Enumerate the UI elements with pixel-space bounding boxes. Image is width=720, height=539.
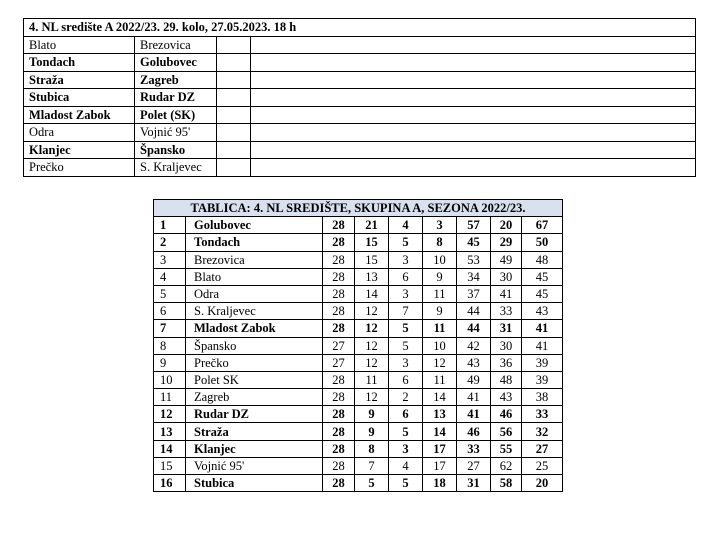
standings-wins: 15 xyxy=(355,251,389,268)
standings-wins: 8 xyxy=(355,440,389,457)
standings-played: 28 xyxy=(323,234,355,251)
fixture-score-cell xyxy=(217,159,251,177)
standings-position: 15 xyxy=(154,457,186,474)
standings-position: 3 xyxy=(154,251,186,268)
standings-team: Odra xyxy=(186,285,323,302)
standings-points: 45 xyxy=(522,285,563,302)
standings-wins: 13 xyxy=(355,268,389,285)
fixture-score-cell xyxy=(217,54,251,72)
fixture-home-team: Klanjec xyxy=(24,141,135,159)
fixture-row xyxy=(24,124,696,142)
standings-position: 6 xyxy=(154,303,186,320)
standings-position: 14 xyxy=(154,440,186,457)
standings-team: Zagreb xyxy=(186,389,323,406)
fixture-score-cell xyxy=(217,124,251,142)
standings-points: 41 xyxy=(522,320,563,337)
fixture-score-cell xyxy=(217,141,251,159)
fixtures-table xyxy=(23,18,696,177)
standings-title-row xyxy=(154,200,563,217)
standings-points: 33 xyxy=(522,406,563,423)
standings-played: 28 xyxy=(323,457,355,474)
standings-wins: 11 xyxy=(355,371,389,388)
standings-row xyxy=(154,217,563,234)
standings-points: 27 xyxy=(522,440,563,457)
fixture-home-team: Mladost Zabok xyxy=(24,106,135,124)
standings-losses: 3 xyxy=(423,217,457,234)
fixture-note-cell xyxy=(251,36,696,54)
standings-team: S. Kraljevec xyxy=(186,303,323,320)
standings-goals-against: 49 xyxy=(491,251,522,268)
standings-team: Klanjec xyxy=(186,440,323,457)
standings-row xyxy=(154,406,563,423)
standings-played: 28 xyxy=(323,320,355,337)
standings-goals-against: 29 xyxy=(491,234,522,251)
standings-goals-against: 36 xyxy=(491,354,522,371)
standings-draws: 5 xyxy=(389,337,423,354)
standings-team: Tondach xyxy=(186,234,323,251)
standings-team: Rudar DZ xyxy=(186,406,323,423)
standings-losses: 13 xyxy=(423,406,457,423)
standings-position: 2 xyxy=(154,234,186,251)
standings-losses: 9 xyxy=(423,303,457,320)
fixture-away-team: Golubovec xyxy=(135,54,217,72)
standings-row xyxy=(154,423,563,440)
fixture-score-cell xyxy=(217,89,251,107)
standings-goals-for: 57 xyxy=(457,217,491,234)
standings-played: 28 xyxy=(323,406,355,423)
standings-goals-against: 30 xyxy=(491,268,522,285)
standings-goals-against: 41 xyxy=(491,285,522,302)
standings-goals-against: 48 xyxy=(491,371,522,388)
standings-goals-for: 27 xyxy=(457,457,491,474)
standings-position: 11 xyxy=(154,389,186,406)
standings-team: Blato xyxy=(186,268,323,285)
fixture-away-team: Polet (SK) xyxy=(135,106,217,124)
fixture-row xyxy=(24,106,696,124)
standings-played: 28 xyxy=(323,423,355,440)
standings-points: 39 xyxy=(522,371,563,388)
standings-wins: 14 xyxy=(355,285,389,302)
standings-goals-for: 43 xyxy=(457,354,491,371)
fixture-away-team: Zagreb xyxy=(135,71,217,89)
standings-points: 43 xyxy=(522,303,563,320)
standings-points: 50 xyxy=(522,234,563,251)
standings-team: Mladost Zabok xyxy=(186,320,323,337)
standings-row xyxy=(154,303,563,320)
standings-wins: 9 xyxy=(355,406,389,423)
fixtures-title: 4. NL središte A 2022/23. 29. kolo, 27.05.2023. 18 h xyxy=(24,19,696,37)
standings-wins: 9 xyxy=(355,423,389,440)
standings-goals-for: 44 xyxy=(457,303,491,320)
standings-losses: 8 xyxy=(423,234,457,251)
standings-row xyxy=(154,457,563,474)
standings-goals-against: 55 xyxy=(491,440,522,457)
fixture-row xyxy=(24,141,696,159)
standings-goals-against: 30 xyxy=(491,337,522,354)
standings-position: 16 xyxy=(154,475,186,492)
standings-losses: 11 xyxy=(423,371,457,388)
standings-wins: 12 xyxy=(355,320,389,337)
standings-goals-for: 41 xyxy=(457,406,491,423)
standings-goals-against: 46 xyxy=(491,406,522,423)
standings-goals-against: 58 xyxy=(491,475,522,492)
standings-position: 7 xyxy=(154,320,186,337)
standings-played: 28 xyxy=(323,268,355,285)
standings-goals-against: 20 xyxy=(491,217,522,234)
standings-draws: 2 xyxy=(389,389,423,406)
standings-goals-for: 41 xyxy=(457,389,491,406)
standings-position: 13 xyxy=(154,423,186,440)
standings-team: Golubovec xyxy=(186,217,323,234)
standings-goals-for: 53 xyxy=(457,251,491,268)
standings-title: TABLICA: 4. NL SREDIŠTE, SKUPINA A, SEZONA 2022/23. xyxy=(154,200,563,217)
standings-wins: 12 xyxy=(355,389,389,406)
standings-losses: 14 xyxy=(423,423,457,440)
standings-draws: 3 xyxy=(389,354,423,371)
fixture-home-team: Odra xyxy=(24,124,135,142)
standings-goals-against: 43 xyxy=(491,389,522,406)
fixture-note-cell xyxy=(251,159,696,177)
standings-losses: 17 xyxy=(423,457,457,474)
standings-wins: 12 xyxy=(355,303,389,320)
fixture-home-team: Prečko xyxy=(24,159,135,177)
standings-draws: 3 xyxy=(389,440,423,457)
standings-goals-against: 62 xyxy=(491,457,522,474)
standings-draws: 4 xyxy=(389,457,423,474)
fixture-row xyxy=(24,159,696,177)
standings-losses: 10 xyxy=(423,337,457,354)
standings-wins: 7 xyxy=(355,457,389,474)
standings-losses: 12 xyxy=(423,354,457,371)
fixture-home-team: Stubica xyxy=(24,89,135,107)
standings-wins: 15 xyxy=(355,234,389,251)
standings-position: 5 xyxy=(154,285,186,302)
standings-goals-for: 31 xyxy=(457,475,491,492)
fixture-row xyxy=(24,71,696,89)
standings-draws: 6 xyxy=(389,406,423,423)
standings-team: Stubica xyxy=(186,475,323,492)
standings-points: 32 xyxy=(522,423,563,440)
standings-points: 48 xyxy=(522,251,563,268)
standings-goals-for: 37 xyxy=(457,285,491,302)
standings-row xyxy=(154,251,563,268)
standings-losses: 9 xyxy=(423,268,457,285)
standings-team: Prečko xyxy=(186,354,323,371)
standings-goals-for: 45 xyxy=(457,234,491,251)
standings-losses: 18 xyxy=(423,475,457,492)
standings-position: 9 xyxy=(154,354,186,371)
fixture-away-team: Špansko xyxy=(135,141,217,159)
fixture-row xyxy=(24,54,696,72)
standings-draws: 6 xyxy=(389,371,423,388)
fixture-row xyxy=(24,36,696,54)
standings-draws: 5 xyxy=(389,234,423,251)
standings-played: 28 xyxy=(323,475,355,492)
fixture-home-team: Straža xyxy=(24,71,135,89)
standings-played: 28 xyxy=(323,440,355,457)
standings-draws: 3 xyxy=(389,251,423,268)
fixture-note-cell xyxy=(251,106,696,124)
standings-goals-against: 31 xyxy=(491,320,522,337)
standings-played: 28 xyxy=(323,251,355,268)
standings-goals-against: 33 xyxy=(491,303,522,320)
fixture-note-cell xyxy=(251,54,696,72)
fixture-score-cell xyxy=(217,71,251,89)
standings-draws: 4 xyxy=(389,217,423,234)
standings-points: 38 xyxy=(522,389,563,406)
standings-row xyxy=(154,354,563,371)
standings-goals-for: 34 xyxy=(457,268,491,285)
standings-row xyxy=(154,320,563,337)
fixture-row xyxy=(24,89,696,107)
standings-draws: 6 xyxy=(389,268,423,285)
standings-goals-for: 46 xyxy=(457,423,491,440)
fixture-score-cell xyxy=(217,106,251,124)
standings-played: 28 xyxy=(323,303,355,320)
standings-team: Špansko xyxy=(186,337,323,354)
standings-wins: 12 xyxy=(355,337,389,354)
standings-position: 8 xyxy=(154,337,186,354)
standings-points: 45 xyxy=(522,268,563,285)
standings-team: Straža xyxy=(186,423,323,440)
standings-goals-for: 49 xyxy=(457,371,491,388)
standings-row xyxy=(154,440,563,457)
standings-goals-against: 56 xyxy=(491,423,522,440)
standings-row xyxy=(154,371,563,388)
standings-draws: 5 xyxy=(389,320,423,337)
standings-played: 28 xyxy=(323,389,355,406)
standings-points: 41 xyxy=(522,337,563,354)
standings-played: 27 xyxy=(323,354,355,371)
standings-points: 39 xyxy=(522,354,563,371)
standings-row xyxy=(154,475,563,492)
standings-played: 28 xyxy=(323,371,355,388)
standings-position: 4 xyxy=(154,268,186,285)
fixture-note-cell xyxy=(251,141,696,159)
standings-played: 27 xyxy=(323,337,355,354)
standings-losses: 11 xyxy=(423,285,457,302)
standings-draws: 5 xyxy=(389,423,423,440)
fixture-away-team: Rudar DZ xyxy=(135,89,217,107)
standings-goals-for: 33 xyxy=(457,440,491,457)
standings-row xyxy=(154,234,563,251)
fixtures-header-row xyxy=(24,19,696,37)
standings-goals-for: 42 xyxy=(457,337,491,354)
fixture-away-team: Brezovica xyxy=(135,36,217,54)
fixture-home-team: Blato xyxy=(24,36,135,54)
standings-losses: 10 xyxy=(423,251,457,268)
standings-goals-for: 44 xyxy=(457,320,491,337)
standings-losses: 17 xyxy=(423,440,457,457)
standings-wins: 21 xyxy=(355,217,389,234)
standings-played: 28 xyxy=(323,217,355,234)
standings-losses: 14 xyxy=(423,389,457,406)
standings-row xyxy=(154,285,563,302)
fixture-away-team: S. Kraljevec xyxy=(135,159,217,177)
standings-table xyxy=(153,199,563,492)
standings-losses: 11 xyxy=(423,320,457,337)
fixture-home-team: Tondach xyxy=(24,54,135,72)
standings-row xyxy=(154,268,563,285)
fixture-note-cell xyxy=(251,89,696,107)
fixture-note-cell xyxy=(251,124,696,142)
standings-draws: 3 xyxy=(389,285,423,302)
fixture-score-cell xyxy=(217,36,251,54)
standings-wins: 12 xyxy=(355,354,389,371)
standings-points: 20 xyxy=(522,475,563,492)
standings-position: 10 xyxy=(154,371,186,388)
standings-draws: 7 xyxy=(389,303,423,320)
standings-position: 1 xyxy=(154,217,186,234)
standings-played: 28 xyxy=(323,285,355,302)
standings-draws: 5 xyxy=(389,475,423,492)
standings-team: Polet SK xyxy=(186,371,323,388)
standings-row xyxy=(154,337,563,354)
standings-wins: 5 xyxy=(355,475,389,492)
fixture-note-cell xyxy=(251,71,696,89)
fixture-away-team: Vojnić 95' xyxy=(135,124,217,142)
standings-points: 67 xyxy=(522,217,563,234)
standings-row xyxy=(154,389,563,406)
standings-points: 25 xyxy=(522,457,563,474)
standings-team: Brezovica xyxy=(186,251,323,268)
standings-position: 12 xyxy=(154,406,186,423)
standings-team: Vojnić 95' xyxy=(186,457,323,474)
